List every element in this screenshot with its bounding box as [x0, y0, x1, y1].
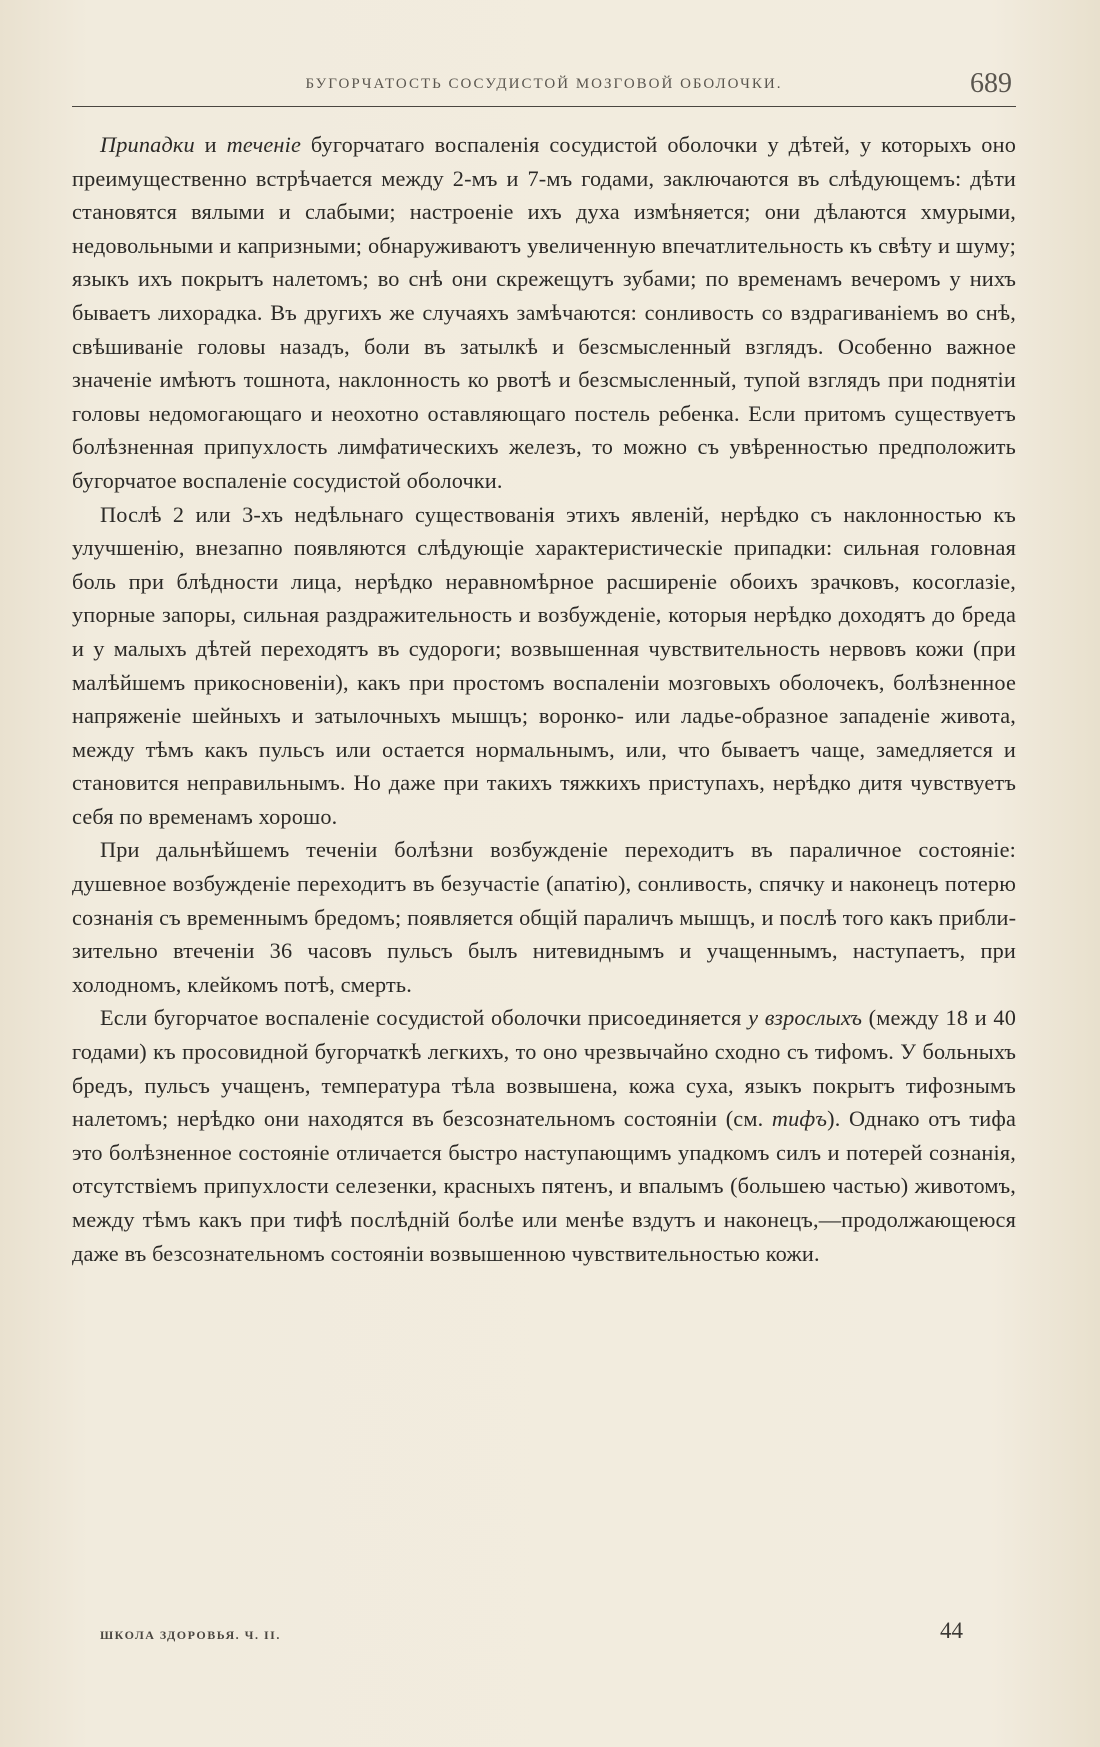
running-header	[72, 66, 1016, 107]
paragraph-1-conjunction: и	[194, 132, 227, 157]
paragraph-1	[72, 128, 1016, 498]
sheet-number: 44	[940, 1618, 963, 1643]
paragraph-4-text-3: ). Однако отъ тифа это болѣзненное состояніе отличается быстро наступающимъ упадкомъ силъ и потерей сознанія, отсутствіемъ припухлости селезенки, красныхъ пятенъ, и впалымъ (большею частью) животомъ, между тѣмъ какъ при тифѣ послѣдній болѣе или менѣе вздутъ и наконецъ,—продолжающеюся даже въ безсознательномъ состояніи возвышенною чувствительностью кожи.	[72, 1106, 1017, 1266]
footer-signature: ШКОЛА ЗДОРОВЬЯ. Ч. II.	[100, 1628, 281, 1642]
paragraph-4	[72, 1001, 1016, 1270]
paragraph-4-text-1: Если бугорчатое воспаленіе сосудистой оболочки присоединяется	[100, 1005, 749, 1031]
body-text	[72, 128, 1016, 1270]
page-number: 689	[970, 68, 1012, 99]
running-title: БУГОРЧАТОСТЬ СОСУДИСТОЙ МОЗГОВОЙ ОБОЛОЧКИ.	[305, 76, 783, 92]
paragraph-4-text-2: (между 18 и 40 годами) къ просовидной бугорчаткѣ легкихъ, то оно чрезвычайно сходно съ тифомъ. У больныхъ бредъ, пульсъ учащенъ, температура тѣла возвышена, кожа суха, языкъ покрытъ тифознымъ налетомъ; нерѣдко они находятся въ безсознательномъ состояніи (см.	[72, 1005, 1016, 1132]
paragraph-4-italic-2: тифъ	[771, 1106, 828, 1132]
paragraph-1-text: бугорчатаго воспаленія сосудистой оболочки у дѣтей, у которыхъ оно преимущественно встрѣчается между 2-мъ и 7-мъ годами, заключаются въ слѣдующемъ: дѣти становятся вялыми и слабыми; настроеніе ихъ духа измѣняется; они дѣлаются хмурыми, недовольными и капризными; обнаруживаютъ увеличенную впечатлительность къ свѣту и шуму; языкъ ихъ покрытъ налетомъ; во снѣ они скрежещутъ зубами; по временамъ вечеромъ у нихъ бываетъ лихорадка. Въ другихъ же случаяхъ замѣчаются: сонливость со вздрагиваніемъ во снѣ, свѣшиваніе головы назадъ, боли въ затылкѣ и безсмысленный взглядъ. Особенно важное значеніе имѣютъ тошнота, наклонность ко рвотѣ и безсмысленный, тупой взглядъ при поднятіи головы недомогающаго и неохотно оставляющаго постель ребенка. Если притомъ существуетъ болѣзненная припухлость лимфатическихъ железъ, то можно съ увѣренностью предположить бугорчатое воспаленіе сосудистой оболочки.	[72, 132, 1016, 493]
paragraph-1-lead-italic-1: Припадки	[100, 132, 195, 157]
paragraph-4-italic-1: у взрослыхъ	[748, 1005, 863, 1031]
paragraph-2: Послѣ 2 или 3-хъ недѣльнаго существованія этихъ явленій, нерѣдко съ наклонностью къ улучшенію, внезапно появляются слѣдующіе характеристическіе припадки: сильная головная боль при блѣдности лица, нерѣдко неравномѣрное расширеніе обоихъ зрачковъ, косоглазіе, упорные запоры, сильная раздражительность и возбужденіе, которыя нерѣдко доходятъ до бреда и у малыхъ дѣтей переходятъ въ судороги; возвышенная чувствительность нервовъ кожи (при малѣйшемъ прикосновеніи), какъ при простомъ воспаленіи мозговыхъ оболочекъ, болѣзненное напряженіе шейныхъ и затылочныхъ мышцъ; воронко- или ладье-образное западеніе живота, между тѣмъ какъ пульсъ или остается нормальнымъ, или, что бываетъ чаще, замедляется и становится неправильнымъ. Но даже при такихъ тяжкихъ приступахъ, нерѣдко дитя чувствуетъ себя по временамъ хорошо.	[72, 501, 1016, 829]
paragraph-3: При дальнѣйшемъ теченіи болѣзни возбужденіе переходитъ въ параличное состояніе: душевное возбужденіе переходитъ въ безучастіе (апатію), сонливость, спячку и наконецъ потерю сознанія съ временнымъ бредомъ; появляется общій параличъ мышцъ, и послѣ того какъ приблизительно втеченіи 36 часовъ пульсъ былъ нитевиднымъ и учащеннымъ, наступаетъ, при холодномъ, клейкомъ потѣ, смерть.	[72, 837, 1016, 997]
paragraph-1-lead-italic-2: теченіе	[226, 132, 302, 157]
